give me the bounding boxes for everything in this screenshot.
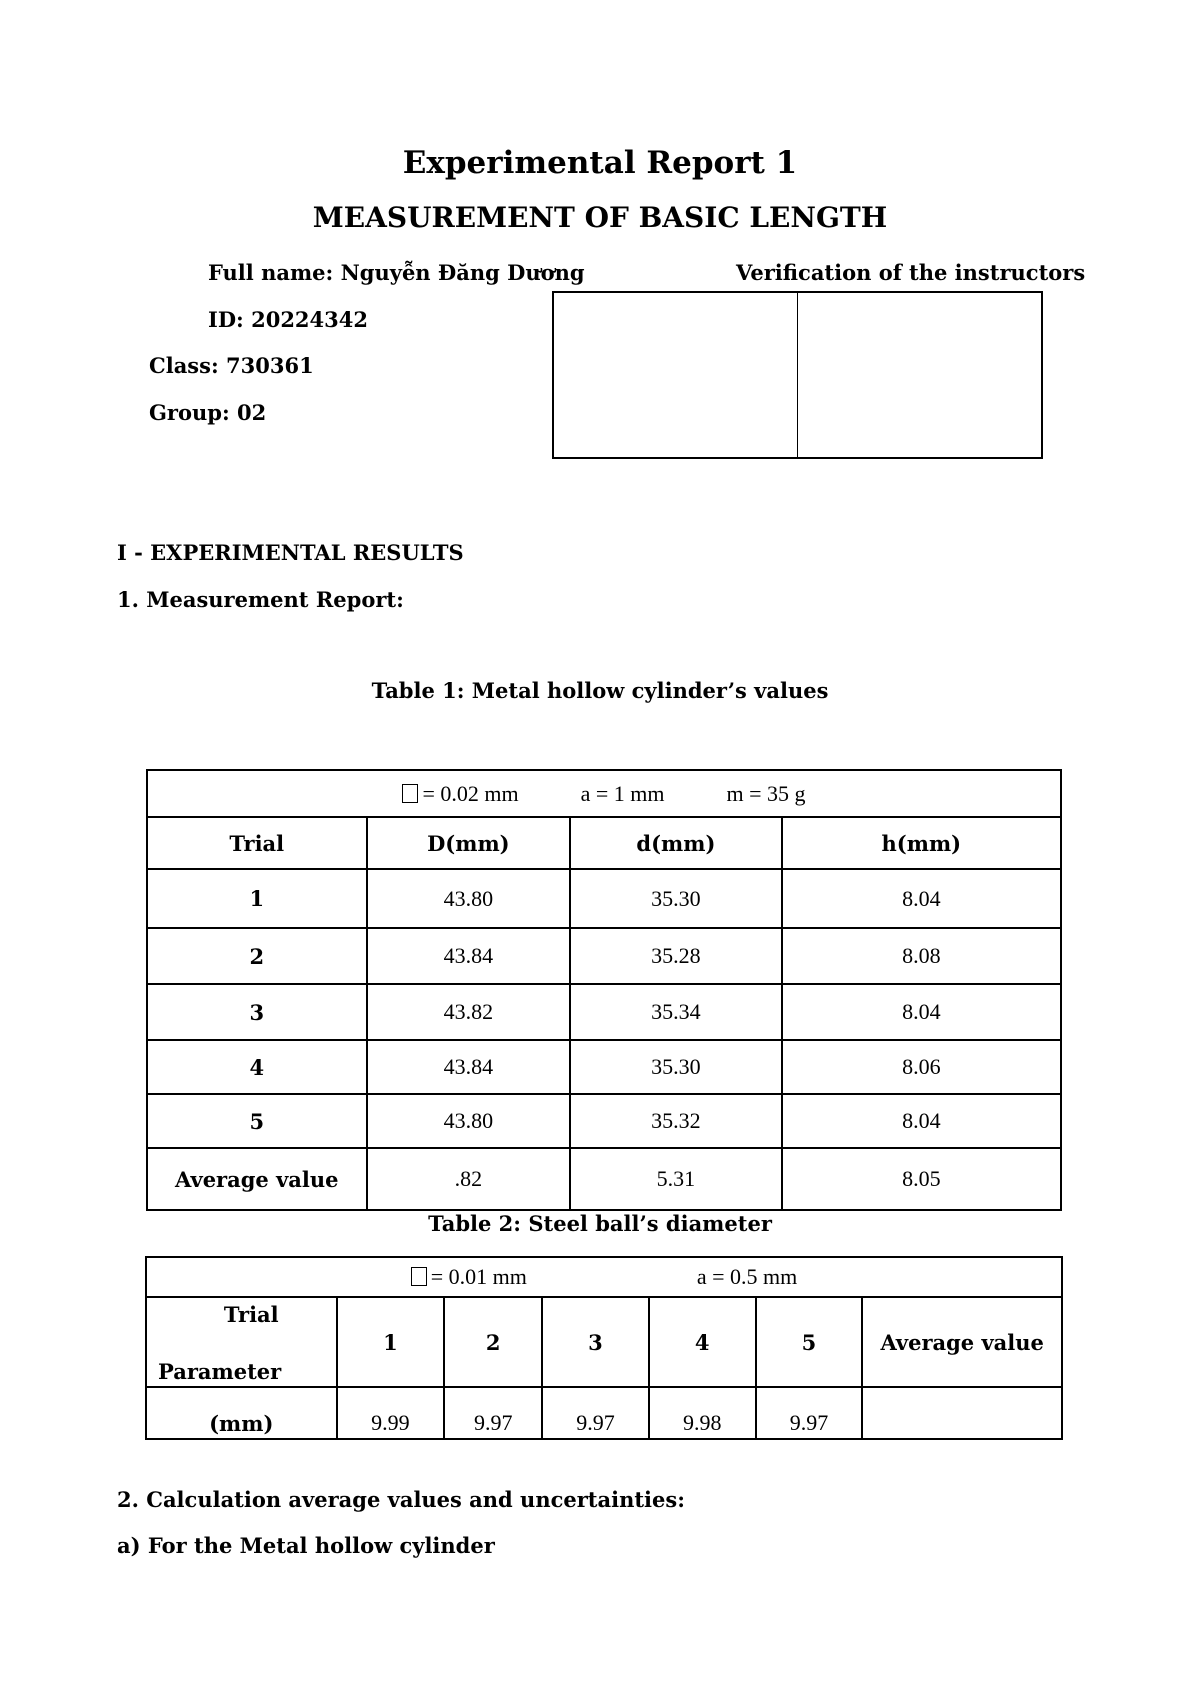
subsection-hollow-cylinder: a) For the Metal hollow cylinder (117, 1533, 495, 1558)
student-class: Class: 730361 (149, 353, 314, 378)
table1 (146, 769, 1062, 1211)
verification-label: Verification of the instructors (736, 260, 1086, 285)
table1-header-row (147, 817, 1061, 869)
table2-caption: Table 2: Steel ball’s diameter (428, 1211, 772, 1236)
trial-number: 2 (147, 928, 367, 984)
table2-instrument-cell (146, 1257, 1062, 1297)
table-row-average (147, 1148, 1061, 1210)
row-label: (mm) (146, 1387, 337, 1439)
corner-trial-label: Trial (223, 1302, 279, 1327)
average-label: Average value (147, 1148, 367, 1210)
report-title: Experimental Report 1 (402, 145, 798, 181)
average-cell (862, 1387, 1062, 1439)
table2-header: 4 (649, 1297, 756, 1387)
table-cell: 35.30 (570, 1040, 782, 1094)
table2-header: 2 (444, 1297, 542, 1387)
report-subtitle: MEASUREMENT OF BASIC LENGTH (312, 201, 888, 234)
table1-a-value: a = 1 mm (580, 780, 665, 806)
table-row (147, 869, 1061, 928)
table-row (146, 1387, 1062, 1439)
table2-header: 5 (756, 1297, 863, 1387)
table1-instrument-cell (147, 770, 1061, 817)
table-cell: 8.06 (782, 1040, 1061, 1094)
table1-header: D(mm) (367, 817, 571, 869)
table-row (147, 984, 1061, 1040)
table2-header: Average value (862, 1297, 1062, 1387)
table2-header-row (146, 1297, 1062, 1387)
table2 (145, 1256, 1063, 1440)
table-cell: 43.80 (367, 869, 571, 928)
corner-parameter-label: Parameter (158, 1359, 282, 1384)
trial-number: 3 (147, 984, 367, 1040)
table-cell: 35.34 (570, 984, 782, 1040)
student-group: Group: 02 (149, 400, 267, 425)
table2-header: 1 (337, 1297, 445, 1387)
table-cell: 8.04 (782, 869, 1061, 928)
table1-instrument-row (147, 770, 1061, 817)
table-cell: 8.04 (782, 1094, 1061, 1148)
table-cell: .82 (367, 1148, 571, 1210)
table-row (147, 1094, 1061, 1148)
verification-cell-left (554, 293, 797, 457)
table1-header: h(mm) (782, 817, 1061, 869)
table2-precision: = 0.01 mm (430, 1264, 527, 1289)
table-cell: 43.84 (367, 928, 571, 984)
table-cell: 9.97 (444, 1387, 542, 1439)
table-cell: 9.98 (649, 1387, 756, 1439)
table-cell: 35.32 (570, 1094, 782, 1148)
table-cell: 43.84 (367, 1040, 571, 1094)
verification-cell-right (797, 293, 1041, 457)
delta-symbol-icon (411, 1267, 427, 1286)
trial-number: 4 (147, 1040, 367, 1094)
table1-header: Trial (147, 817, 367, 869)
table-cell: 35.30 (570, 869, 782, 928)
table-cell: 35.28 (570, 928, 782, 984)
table-row (147, 928, 1061, 984)
table2-corner-cell (146, 1297, 337, 1387)
table-cell: 9.97 (756, 1387, 863, 1439)
student-id: ID: 20224342 (208, 307, 368, 332)
table2-instrument-row (146, 1257, 1062, 1297)
table-row (147, 1040, 1061, 1094)
table1-header: d(mm) (570, 817, 782, 869)
table1-m-value: m = 35 g (726, 780, 806, 806)
delta-symbol-icon (402, 784, 418, 803)
table-cell: 8.05 (782, 1148, 1061, 1210)
table-cell: 5.31 (570, 1148, 782, 1210)
table2-a-value: a = 0.5 mm (696, 1264, 798, 1289)
subsection-calculation: 2. Calculation average values and uncertainties: (117, 1487, 685, 1512)
subsection-measurement-report: 1. Measurement Report: (117, 587, 404, 612)
table-cell: 9.99 (337, 1387, 445, 1439)
trial-number: 5 (147, 1094, 367, 1148)
table-cell: 9.97 (542, 1387, 649, 1439)
table2-header: 3 (542, 1297, 649, 1387)
table-cell: 43.82 (367, 984, 571, 1040)
table-cell: 8.08 (782, 928, 1061, 984)
table1-precision: = 0.02 mm (422, 780, 519, 806)
section-experimental-results: I - EXPERIMENTAL RESULTS (117, 540, 464, 565)
verification-box (552, 291, 1043, 459)
table-cell: 43.80 (367, 1094, 571, 1148)
table-cell: 8.04 (782, 984, 1061, 1040)
trial-number: 1 (147, 869, 367, 928)
full-name: Full name: Nguyễn Đăng Dương (208, 260, 585, 285)
table1-caption: Table 1: Metal hollow cylinder’s values (371, 678, 829, 703)
